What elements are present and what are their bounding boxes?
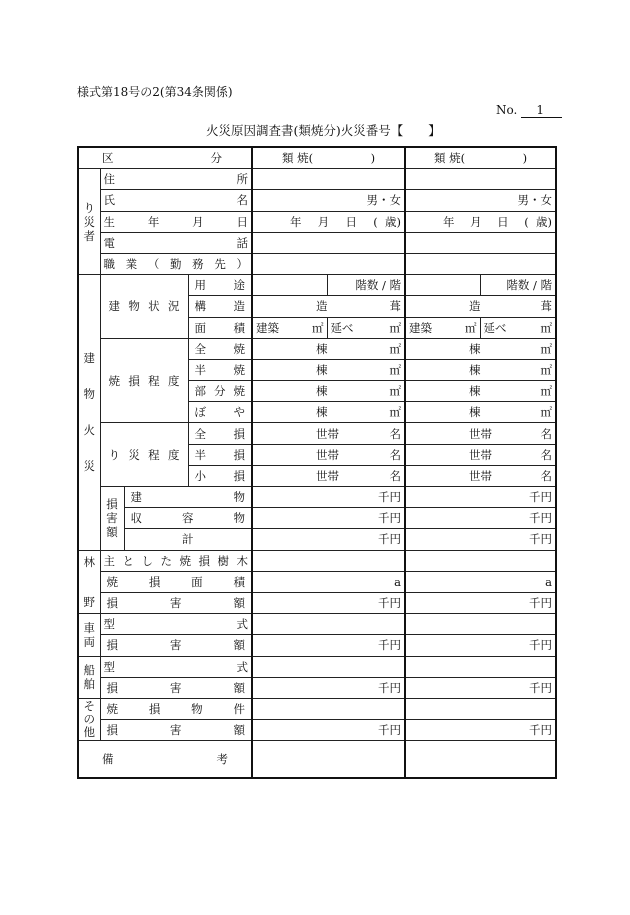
forest-area-cell-1[interactable]: a [252, 571, 405, 592]
victim-address-row [78, 169, 556, 190]
loss-building-cell-1[interactable]: 千円 [252, 487, 405, 508]
ruishou-header-1: 類 焼( ) [252, 147, 405, 169]
victim-birth-row [78, 211, 556, 232]
victim-name-row [78, 190, 556, 211]
forest-loss-label: 損害額 [100, 592, 252, 613]
dis-shouson-cell-2[interactable]: 世帯 名 [405, 465, 556, 486]
burn-bubun-label: 部分焼 [188, 381, 252, 402]
loss-building-label: 建物 [124, 487, 252, 508]
victim-name-label: 氏名 [100, 190, 252, 211]
header-row [78, 147, 556, 169]
victim-gender-1[interactable]: 男・女 [252, 190, 405, 211]
loss-contents-cell-2[interactable]: 千円 [405, 508, 556, 529]
remarks-row [78, 741, 556, 779]
building-group-label: 建 物 火 災 [78, 275, 100, 550]
victim-group-label: り 災 者 [78, 169, 100, 275]
victim-job-cell-1[interactable] [252, 253, 405, 274]
burn-zenshou-cell-1[interactable]: 棟 ㎡ [252, 338, 405, 359]
dis-zenson-label: 全損 [188, 423, 252, 444]
burn-zenshou-cell-2[interactable]: 棟 ㎡ [405, 338, 556, 359]
burn-bubun-cell-1[interactable]: 棟 ㎡ [252, 381, 405, 402]
burn-zenshou-row [78, 338, 556, 359]
victim-job-row [78, 253, 556, 274]
kubun-header: 区 分 [78, 147, 252, 169]
victim-birth-label: 生年月日 [100, 211, 252, 232]
forest-tree-label: 主とした焼損樹木 [100, 550, 252, 571]
bldg-area-kenchiku-2[interactable]: 建築 ㎡ [405, 317, 480, 338]
victim-phone-cell-1[interactable] [252, 232, 405, 253]
vehicle-loss-cell-1[interactable]: 千円 [252, 635, 405, 656]
dis-hanson-cell-2[interactable]: 世帯 名 [405, 444, 556, 465]
victim-gender-2[interactable]: 男・女 [405, 190, 556, 211]
ship-loss-cell-1[interactable]: 千円 [252, 677, 405, 698]
loss-contents-cell-1[interactable]: 千円 [252, 508, 405, 529]
bldg-use-cell-2[interactable] [405, 275, 480, 296]
forest-tree-cell-2[interactable] [405, 550, 556, 571]
document-title: 火災原因調査書(類焼分)火災番号【 】 [206, 123, 441, 138]
loss-total-label: 計 [124, 529, 252, 550]
other-item-cell-1[interactable] [252, 698, 405, 719]
ship-model-row [78, 656, 556, 677]
forest-loss-cell-2[interactable]: 千円 [405, 592, 556, 613]
vehicle-group-label: 車 両 [78, 614, 100, 656]
loss-total-cell-1[interactable]: 千円 [252, 529, 405, 550]
dis-shouson-label: 小損 [188, 465, 252, 486]
burn-boya-label: ぼや [188, 402, 252, 423]
fire-investigation-form [77, 146, 557, 779]
victim-phone-row [78, 232, 556, 253]
victim-job-label: 職業（勤務先） [100, 253, 252, 274]
ship-loss-cell-2[interactable]: 千円 [405, 677, 556, 698]
burn-hanshou-label: 半焼 [188, 359, 252, 380]
dis-zenson-row [78, 423, 556, 444]
remarks-label: 備 考 [78, 741, 252, 779]
dis-zenson-cell-2[interactable]: 世帯 名 [405, 423, 556, 444]
loss-total-cell-2[interactable]: 千円 [405, 529, 556, 550]
burn-degree-label: 焼損程度 [100, 338, 188, 423]
forest-loss-cell-1[interactable]: 千円 [252, 592, 405, 613]
bldg-struct-cell-2[interactable]: 造 葺 [405, 296, 556, 317]
vehicle-model-cell-2[interactable] [405, 614, 556, 635]
other-group-label: そ の 他 [78, 698, 100, 740]
victim-address-label: 住所 [100, 169, 252, 190]
bldg-use-label: 用途 [188, 275, 252, 296]
ruishou-header-2: 類 焼( ) [405, 147, 556, 169]
victim-address-cell-2[interactable] [405, 169, 556, 190]
loss-contents-row [78, 508, 556, 529]
bldg-area-label: 面積 [188, 317, 252, 338]
burn-hanshou-cell-1[interactable]: 棟 ㎡ [252, 359, 405, 380]
victim-birth-cell-2[interactable]: 年 月 日 ( 歳) [405, 211, 556, 232]
bldg-area-nobe-1[interactable]: 延べ ㎡ [327, 317, 405, 338]
form-number: 様式第18号の2(第34条関係) [77, 85, 233, 99]
burn-boya-cell-1[interactable]: 棟 ㎡ [252, 402, 405, 423]
loss-total-row [78, 529, 556, 550]
loss-contents-label: 収容物 [124, 508, 252, 529]
burn-zenshou-label: 全焼 [188, 338, 252, 359]
burn-boya-cell-2[interactable]: 棟 ㎡ [405, 402, 556, 423]
bldg-floors-1[interactable]: 階数 / 階 [327, 275, 405, 296]
ship-group-label: 船 舶 [78, 656, 100, 698]
vehicle-loss-row [78, 635, 556, 656]
loss-group-label: 損 害 額 [100, 487, 124, 551]
dis-zenson-cell-1[interactable]: 世帯 名 [252, 423, 405, 444]
dis-hanson-cell-1[interactable]: 世帯 名 [252, 444, 405, 465]
bldg-area-nobe-2[interactable]: 延べ ㎡ [480, 317, 556, 338]
victim-address-cell-1[interactable] [252, 169, 405, 190]
ship-model-label: 型式 [100, 656, 252, 677]
forest-area-label: 焼損面積 [100, 571, 252, 592]
other-loss-cell-1[interactable]: 千円 [252, 720, 405, 741]
other-item-cell-2[interactable] [405, 698, 556, 719]
bldg-use-cell-1[interactable] [252, 275, 327, 296]
other-item-label: 焼損物件 [100, 698, 252, 719]
burn-bubun-cell-2[interactable]: 棟 ㎡ [405, 381, 556, 402]
disaster-degree-label: り災程度 [100, 423, 188, 487]
forest-loss-row [78, 592, 556, 613]
vehicle-model-label: 型式 [100, 614, 252, 635]
other-item-row [78, 698, 556, 719]
remarks-cell-2[interactable] [405, 741, 556, 779]
dis-hanson-label: 半損 [188, 444, 252, 465]
bldg-status-label: 建物状況 [100, 275, 188, 339]
bldg-area-kenchiku-1[interactable]: 建築 ㎡ [252, 317, 327, 338]
forest-area-cell-2[interactable]: a [405, 571, 556, 592]
victim-birth-cell-1[interactable]: 年 月 日 ( 歳) [252, 211, 405, 232]
bldg-floors-2[interactable]: 階数 / 階 [480, 275, 556, 296]
victim-phone-label: 電話 [100, 232, 252, 253]
loss-building-row [78, 487, 556, 508]
remarks-cell-1[interactable] [252, 741, 405, 779]
bldg-struct-cell-1[interactable]: 造 葺 [252, 296, 405, 317]
ship-model-cell-1[interactable] [252, 656, 405, 677]
other-loss-cell-2[interactable]: 千円 [405, 720, 556, 741]
ship-loss-row [78, 677, 556, 698]
vehicle-loss-label: 損害額 [100, 635, 252, 656]
vehicle-model-cell-1[interactable] [252, 614, 405, 635]
victim-job-cell-2[interactable] [405, 253, 556, 274]
vehicle-model-row [78, 614, 556, 635]
forest-group-label: 林 野 [78, 550, 100, 614]
ship-model-cell-2[interactable] [405, 656, 556, 677]
loss-building-cell-2[interactable]: 千円 [405, 487, 556, 508]
document-number [496, 103, 562, 118]
doc-no-value: 1 [521, 103, 561, 118]
forest-tree-cell-1[interactable] [252, 550, 405, 571]
forest-tree-row [78, 550, 556, 571]
other-loss-row [78, 720, 556, 741]
bldg-use-row [78, 275, 556, 296]
forest-area-row [78, 571, 556, 592]
other-loss-label: 損害額 [100, 720, 252, 741]
doc-no-label: No. [496, 103, 518, 117]
bldg-struct-label: 構造 [188, 296, 252, 317]
victim-phone-cell-2[interactable] [405, 232, 556, 253]
dis-shouson-cell-1[interactable]: 世帯 名 [252, 465, 405, 486]
burn-hanshou-cell-2[interactable]: 棟 ㎡ [405, 359, 556, 380]
ship-loss-label: 損害額 [100, 677, 252, 698]
vehicle-loss-cell-2[interactable]: 千円 [405, 635, 556, 656]
